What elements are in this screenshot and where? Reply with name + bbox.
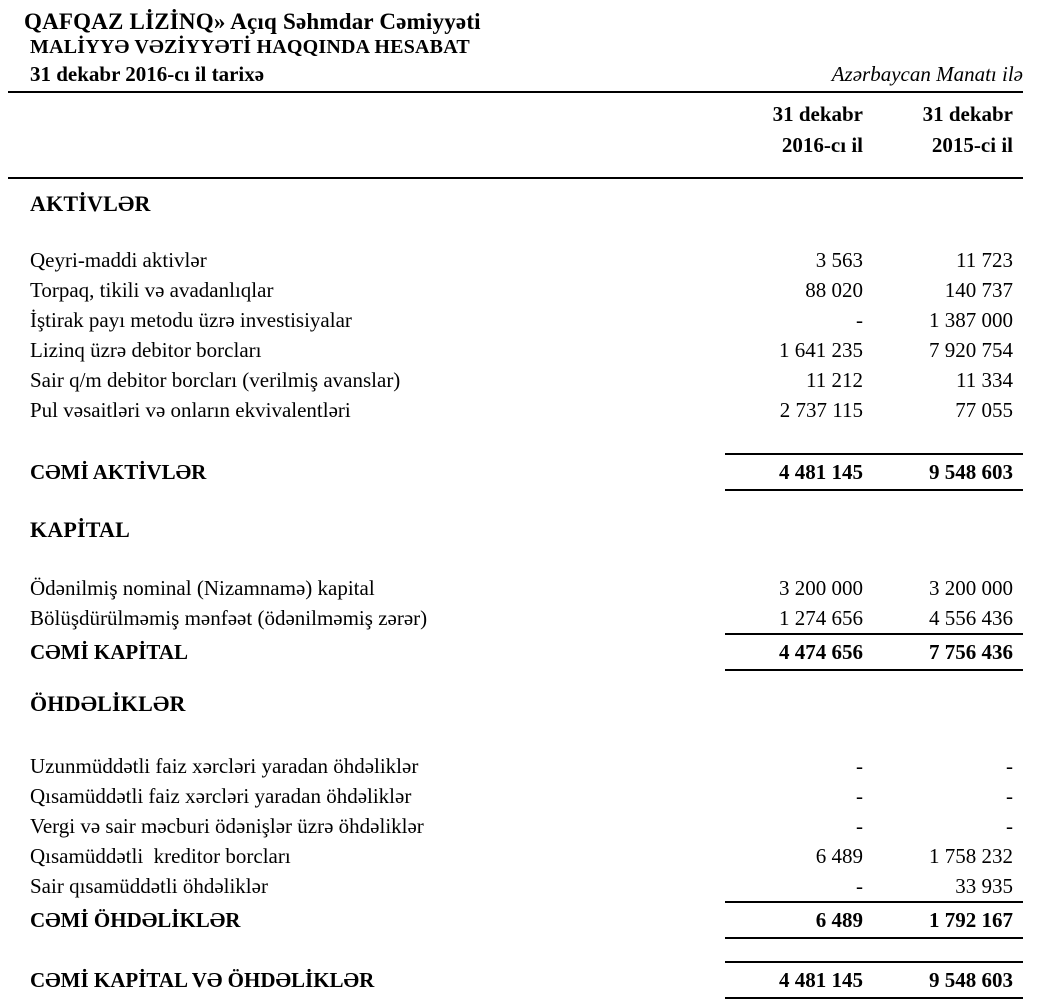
row-value-2016: 1 641 235 <box>779 338 863 362</box>
row-value-2016: 3 200 000 <box>779 576 863 600</box>
total-label: CƏMİ AKTİVLƏR <box>30 459 207 484</box>
row-value-2016: - <box>856 874 863 898</box>
row-value-2016: 6 489 <box>815 844 863 868</box>
row-value-2015: 140 737 <box>944 278 1013 302</box>
column-header-2016-line1: 31 dekabr <box>772 102 863 126</box>
column-headers <box>30 93 1023 161</box>
row-label: Vergi və sair məcburi ödənişlər üzrə öhdəliklər <box>30 814 424 838</box>
total-value-2016: 4 481 145 <box>779 460 863 484</box>
grand-total-row <box>30 961 1023 999</box>
row-label: Qısamüddətli faiz xərcləri yaradan öhdəliklər <box>30 784 412 808</box>
report-date: 31 dekabr 2016-cı il tarixə <box>30 62 265 86</box>
row-label: Bölüşdürülməmiş mənfəət (ödənilməmiş zərər) <box>30 606 428 630</box>
row-label: Qeyri-maddi aktivlər <box>30 248 207 272</box>
total-label: CƏMİ KAPİTAL <box>30 639 189 664</box>
columns-rule <box>8 177 1023 179</box>
row-value-2015: 1 387 000 <box>929 308 1013 332</box>
total-row-equity <box>30 633 1023 671</box>
row-label: Uzunmüddətli faiz xərcləri yaradan öhdəliklər <box>30 754 419 778</box>
row-label: Torpaq, tikili və avadanlıqlar <box>30 278 274 302</box>
report-date-row <box>30 60 1023 88</box>
section-heading-equity: KAPİTAL <box>30 517 131 542</box>
row-label: Sair q/m debitor borcları (verilmiş avanslar) <box>30 368 401 392</box>
row-value-2015: 77 055 <box>955 398 1013 422</box>
total-value-2016: 4 474 656 <box>779 640 863 664</box>
row-value-2015: 3 200 000 <box>929 576 1013 600</box>
row-label: Lizinq üzrə debitor borcları <box>30 338 262 362</box>
total-value-2015: 1 792 167 <box>929 908 1013 932</box>
table-row <box>30 395 1023 425</box>
row-value-2016: - <box>856 308 863 332</box>
row-value-2015: 11 334 <box>956 368 1013 392</box>
row-value-2015: 7 920 754 <box>929 338 1013 362</box>
grand-total-value-2015: 9 548 603 <box>929 968 1013 992</box>
row-value-2015: 33 935 <box>955 874 1013 898</box>
grand-total-value-2016: 4 481 145 <box>779 968 863 992</box>
row-value-2016: 3 563 <box>815 248 863 272</box>
total-value-2015: 9 548 603 <box>929 460 1013 484</box>
row-value-2015: 4 556 436 <box>929 606 1013 630</box>
total-row-assets <box>30 453 1023 491</box>
report-title: MALİYYƏ VƏZİYYƏTİ HAQQINDA HESABAT <box>30 36 470 58</box>
row-value-2015: 1 758 232 <box>929 844 1013 868</box>
section-heading-liabilities: ÖHDƏLİKLƏR <box>30 691 186 716</box>
company-title: QAFQAZ LİZİNQ» Açıq Səhmdar Cəmiyyəti <box>24 9 481 34</box>
row-value-2016: - <box>856 784 863 808</box>
row-value-2016: - <box>856 814 863 838</box>
table-row <box>30 365 1023 395</box>
currency-note: Azərbaycan Manatı ilə <box>831 62 1023 86</box>
table-row <box>30 335 1023 365</box>
column-header-2016 <box>725 99 873 161</box>
table-row <box>30 305 1023 335</box>
grand-total-label: CƏMİ KAPİTAL VƏ ÖHDƏLİKLƏR <box>30 967 375 992</box>
table-row <box>30 275 1023 305</box>
row-label: İştirak payı metodu üzrə investisiyalar <box>30 308 352 332</box>
table-row <box>30 871 1023 901</box>
column-header-2015-line2: 2015-ci il <box>931 133 1013 157</box>
row-value-2016: 2 737 115 <box>779 398 863 422</box>
row-label: Qısamüddətli kreditor borcları <box>30 844 291 868</box>
table-row <box>30 751 1023 781</box>
row-value-2015: 11 723 <box>956 248 1013 272</box>
total-row-liabilities <box>30 901 1023 939</box>
total-label: CƏMİ ÖHDƏLİKLƏR <box>30 907 241 932</box>
column-header-2016-line2: 2016-cı il <box>781 133 863 157</box>
section-heading-assets: AKTİVLƏR <box>30 191 151 216</box>
row-value-2016: - <box>856 754 863 778</box>
row-value-2016: 88 020 <box>805 278 863 302</box>
column-header-2015-line1: 31 dekabr <box>922 102 1013 126</box>
table-row <box>30 245 1023 275</box>
table-row <box>30 603 1023 633</box>
row-label: Pul vəsaitləri və onların ekvivalentləri <box>30 398 351 422</box>
row-value-2016: 1 274 656 <box>779 606 863 630</box>
table-row <box>30 781 1023 811</box>
row-label: Ödənilmiş nominal (Nizamnamə) kapital <box>30 576 375 600</box>
row-label: Sair qısamüddətli öhdəliklər <box>30 874 268 898</box>
row-value-2015: - <box>1006 814 1013 838</box>
row-value-2015: - <box>1006 784 1013 808</box>
total-value-2016: 6 489 <box>815 908 863 932</box>
total-value-2015: 7 756 436 <box>929 640 1013 664</box>
column-header-2015 <box>873 99 1023 161</box>
table-row <box>30 841 1023 871</box>
table-row <box>30 811 1023 841</box>
table-row <box>30 573 1023 603</box>
row-value-2016: 11 212 <box>806 368 863 392</box>
row-value-2015: - <box>1006 754 1013 778</box>
